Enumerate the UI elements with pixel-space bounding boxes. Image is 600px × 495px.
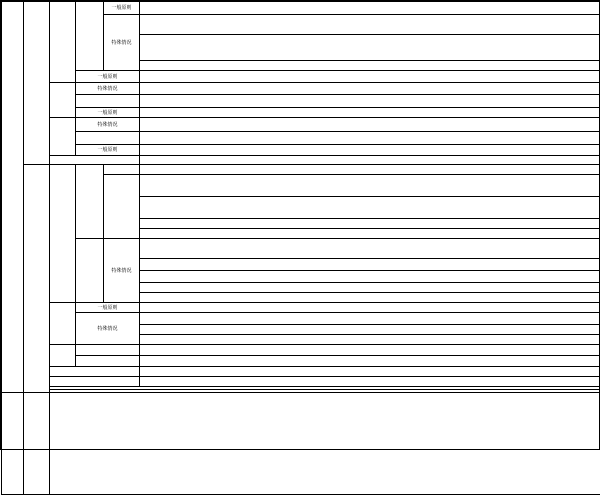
rule-type-cell (104, 165, 140, 175)
rule-type-cell: 一般原则 (76, 108, 140, 118)
rule-description-cell (140, 35, 600, 61)
rule-description-cell (140, 313, 600, 325)
column-4-label-b (76, 165, 104, 239)
rule-type-cell (50, 156, 140, 165)
rule-description-cell (140, 239, 600, 259)
valuation-rules-table (1, 1, 600, 495)
rule-type-cell: 一般原则 (76, 303, 140, 313)
column-2-group-b (24, 165, 50, 393)
rule-type-cell: 一般原则 (76, 145, 140, 156)
rule-type-cell: 一般原则 (76, 71, 140, 83)
rule-type-cell (50, 367, 140, 377)
rule-description-cell (140, 259, 600, 271)
rule-type-cell: 一般原则 (104, 2, 140, 15)
rule-type-cell (76, 356, 140, 367)
column-3-label-c (50, 118, 76, 156)
rule-description-cell (140, 283, 600, 293)
rule-description-cell (140, 335, 600, 345)
rule-type-cell: 特殊情况 (76, 118, 140, 132)
rule-type-cell: 特殊情况 (76, 83, 140, 95)
rule-type-cell (76, 132, 140, 145)
rule-description-cell (140, 61, 600, 71)
rule-type-cell (76, 345, 140, 356)
rule-description-cell (140, 175, 600, 197)
rule-type-cell: 特殊情况 (76, 313, 140, 345)
rule-description-cell (140, 118, 600, 132)
rule-type-cell (76, 95, 140, 108)
column-1-bottom-label (2, 393, 24, 495)
column-4-label-c (76, 239, 104, 303)
column-1-category (2, 2, 24, 393)
rule-type-cell (104, 175, 140, 239)
rule-description-cell (140, 377, 600, 387)
rule-description-cell (140, 95, 600, 108)
numbered-notes (50, 393, 600, 495)
rule-description-cell (140, 197, 600, 219)
rule-description-cell (140, 367, 600, 377)
rule-description-cell (140, 345, 600, 356)
rule-description-cell (140, 108, 600, 118)
column-4-label-a (76, 2, 104, 71)
column-3-label-e (50, 303, 76, 345)
rule-description-cell (140, 156, 600, 165)
rule-description-cell (140, 271, 600, 283)
rule-description-cell (140, 325, 600, 335)
rule-description-cell (140, 356, 600, 367)
column-3-label-f (50, 345, 76, 367)
rule-type-cell (50, 377, 140, 387)
column-3-label-a (50, 2, 76, 83)
column-2-group-a (24, 2, 50, 165)
column-2-bottom-label (24, 393, 50, 495)
rule-description-cell (140, 71, 600, 83)
column-3-label-d (50, 165, 76, 303)
rule-description-cell (140, 303, 600, 313)
rule-description-cell (140, 15, 600, 35)
rule-type-cell: 特殊情况 (104, 15, 140, 71)
rule-description-cell (140, 83, 600, 95)
rule-description-cell (140, 293, 600, 303)
rule-description-cell (140, 145, 600, 156)
column-3-label-b (50, 83, 76, 118)
rule-description-cell (140, 132, 600, 145)
rule-type-cell: 特殊情况 (104, 239, 140, 303)
rule-description-cell (140, 2, 600, 15)
rule-description-cell (140, 165, 600, 175)
rule-description-cell (140, 229, 600, 239)
rule-description-cell (140, 219, 600, 229)
